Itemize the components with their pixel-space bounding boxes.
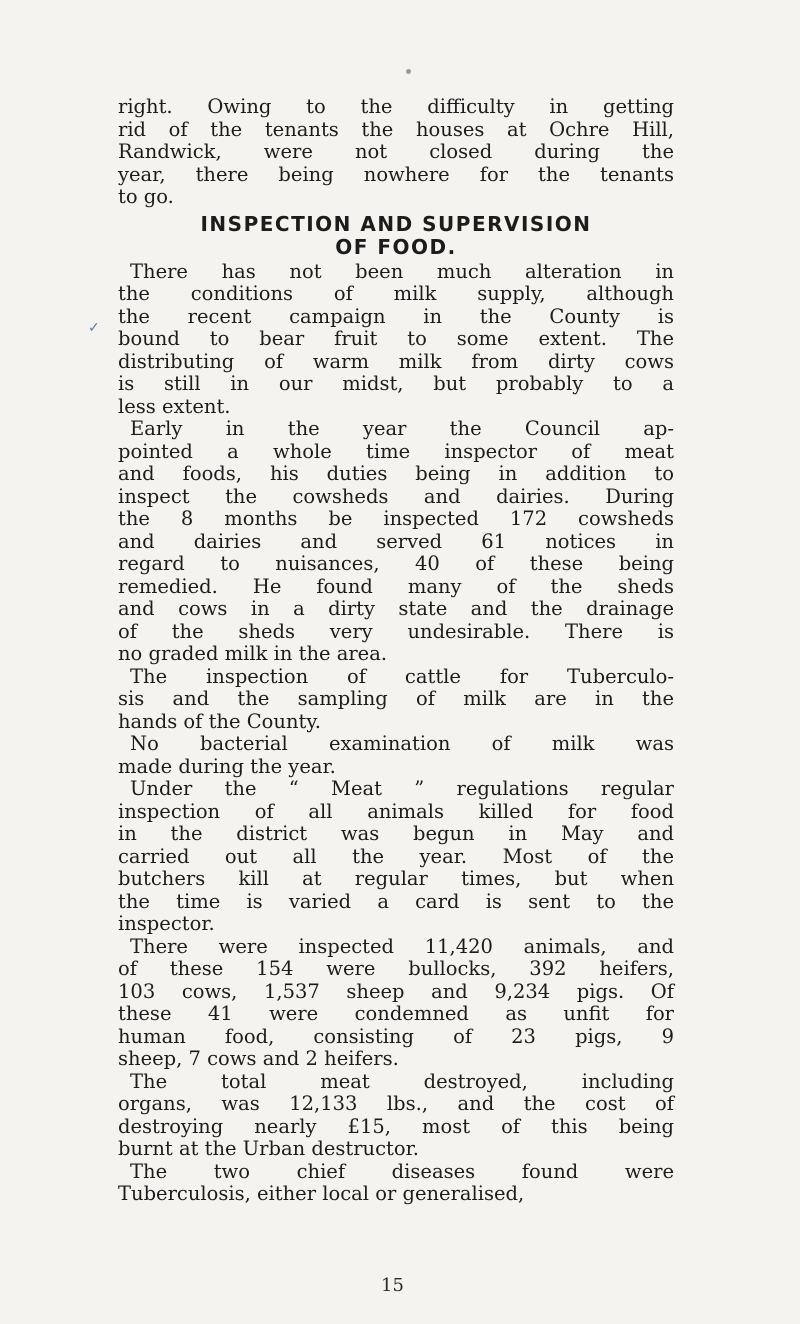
text-line: hands of the County.	[118, 709, 321, 733]
text-line: no graded milk in the area.	[118, 642, 388, 665]
text-line: Randwick, were not closed during the	[118, 140, 674, 163]
page-mark	[406, 69, 411, 74]
text-line: The total meat destroyed, including	[130, 1069, 674, 1093]
margin-mark: ✓	[88, 320, 100, 336]
text-line: the time is varied a card is sent to the	[118, 889, 674, 913]
text-line: remedied. He found many of the sheds	[118, 574, 674, 598]
paragraph	[118, 418, 674, 666]
text-line: inspect the cowsheds and dairies. During	[118, 484, 674, 508]
text-line: year, there being nowhere for the tenants	[118, 162, 674, 186]
text-line: There has not been much alteration in	[130, 259, 674, 283]
text-line: Under the “ Meat ” regulations regular	[130, 777, 674, 800]
text-line: distributing of warm milk from dirty cows	[118, 349, 674, 373]
text-line: sis and the sampling of milk are in the	[118, 687, 674, 710]
text-line: in the district was begun in May and	[118, 822, 674, 845]
text-line: these 41 were condemned as unfit for	[118, 1002, 674, 1025]
text-line: and dairies and served 61 notices in	[118, 529, 674, 553]
text-line: pointed a whole time inspector of meat	[118, 439, 674, 463]
text-line: 103 cows, 1,537 sheep and 9,234 pigs. Of	[118, 979, 674, 1003]
section-heading	[118, 213, 674, 259]
text-line: carried out all the year. Most of the	[118, 844, 674, 868]
text-line: inspection of all animals killed for food	[118, 799, 674, 823]
text-line: burnt at the Urban destructor.	[118, 1137, 419, 1160]
text-line: butchers kill at regular times, but when	[118, 867, 674, 890]
body-text	[118, 96, 674, 1206]
text-line: to go.	[118, 185, 174, 208]
paragraph	[118, 733, 674, 778]
paragraph	[118, 96, 674, 209]
text-line: of the sheds very undesirable. There is	[118, 619, 674, 643]
text-line: human food, consisting of 23 pigs, 9	[118, 1024, 674, 1048]
text-line: Early in the year the Council ap-	[130, 417, 674, 440]
text-line: right. Owing to the difficulty in getting	[118, 95, 674, 118]
text-line: sheep, 7 cows and 2 heifers.	[118, 1047, 399, 1070]
text-line: the 8 months be inspected 172 cowsheds	[118, 507, 674, 530]
text-line: destroying nearly £15, most of this being	[118, 1114, 674, 1138]
text-line: rid of the tenants the houses at Ochre Hill,	[118, 117, 674, 141]
text-line: the conditions of milk supply, although	[118, 282, 674, 305]
text-line: Tuberculosis, either local or generalised,	[118, 1182, 525, 1205]
paragraph	[118, 936, 674, 1071]
text-line: bound to bear fruit to some extent. The	[118, 327, 674, 350]
paragraph	[118, 1071, 674, 1161]
heading-line: INSPECTION AND SUPERVISION	[200, 211, 592, 236]
text-line: made during the year.	[118, 754, 336, 778]
text-line: regard to nuisances, 40 of these being	[118, 552, 674, 575]
text-line: organs, was 12,133 lbs., and the cost of	[118, 1092, 674, 1115]
text-line: The two chief diseases found were	[130, 1159, 674, 1183]
heading-line: OF FOOD.	[335, 234, 457, 259]
text-line: is still in our midst, but probably to a	[118, 372, 674, 395]
page-number: 15	[381, 1275, 404, 1296]
text-line: of these 154 were bullocks, 392 heifers,	[118, 957, 674, 980]
text-line: inspector.	[118, 912, 215, 935]
paragraph	[118, 778, 674, 936]
paragraph	[118, 1161, 674, 1206]
text-line: and cows in a dirty state and the drainage	[118, 597, 674, 620]
paragraph	[118, 666, 674, 734]
text-line: the recent campaign in the County is	[118, 304, 674, 328]
paragraph	[118, 261, 674, 419]
text-line: There were inspected 11,420 animals, and	[130, 934, 674, 958]
text-line: less extent.	[118, 394, 231, 418]
text-line: The inspection of cattle for Tuberculo-	[130, 664, 674, 688]
text-line: and foods, his duties being in addition to	[118, 462, 674, 485]
text-line: No bacterial examination of milk was	[130, 732, 674, 755]
